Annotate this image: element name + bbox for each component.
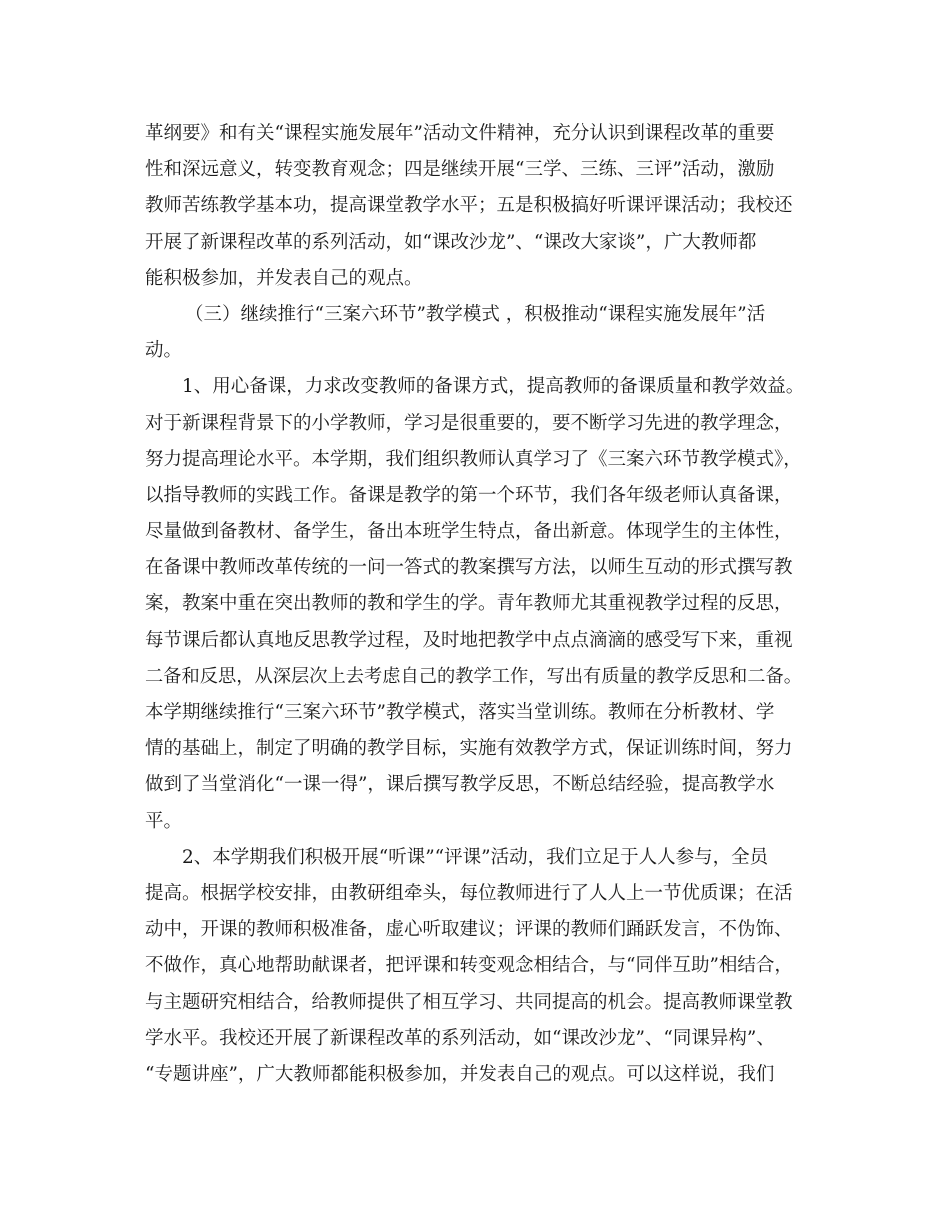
text-line: 提高。根据学校安排，由教研组牵头，每位教师进行了人人上一节优质课；在活 (145, 882, 793, 904)
document-body (145, 116, 810, 1093)
text-line: 情的基础上，制定了明确的教学目标，实施有效教学方式，保证训练时间，努力 (145, 738, 793, 760)
text-line: 对于新课程背景下的小学教师，学习是很重要的，要不断学习先进的教学理念， (145, 412, 793, 434)
text-line: 能积极参加，并发表自己的观点。 (145, 267, 423, 289)
text-line: 二备和反思，从深层次上去考虑自己的教学工作，写出有质量的教学反思和二备。 (145, 665, 802, 687)
section-heading-line: 动。 (145, 340, 183, 362)
text-line: 本学期继续推行“三案六环节”教学模式，落实当堂训练。教师在分析教材、学 (145, 702, 775, 723)
text-line: 做到了当堂消化“一课一得”，课后撰写教学反思，不断总结经验，提高教学水 (145, 774, 775, 796)
text-line: 平。 (145, 810, 183, 832)
text-line: 学水平。我校还开展了新课程改革的系列活动，如“课改沙龙”、“同课异构”、 (145, 1027, 775, 1049)
paragraph-first-line: 1、用心备课，力求改变教师的备课方式，提高教师的备课质量和教学效益。 (182, 376, 805, 398)
section-heading-line: （三）继续推行“三案六环节”教学模式 ，积极推动“课程实施发展年”活 (185, 303, 766, 325)
text-line: 开展了新课程改革的系列活动，如“课改沙龙”、“课改大家谈”，广大教师都 (145, 231, 757, 253)
text-line: 与主题研究相结合，给教师提供了相互学习、共同提高的机会。提高教师课堂教 (145, 991, 793, 1013)
text-line: 案，教案中重在突出教师的教和学生的学。青年教师尤其重视教学过程的反思， (145, 593, 793, 615)
text-line: 性和深远意义，转变教育观念；四是继续开展“三学、三练、三评”活动，激励 (145, 159, 775, 181)
text-line: 在备课中教师改革传统的一问一答式的教案撰写方法，以师生互动的形式撰写教 (145, 557, 793, 579)
text-line: 革纲要》和有关“课程实施发展年”活动文件精神，充分认识到课程改革的重要 (145, 123, 775, 144)
paragraph-first-line: 2、本学期我们积极开展“听课”“评课”活动，我们立足于人人参与，全员 (182, 846, 769, 868)
text-line: “专题讲座”，广大教师都能积极参加，并发表自己的观点。可以这样说，我们 (145, 1063, 775, 1085)
text-line: 教师苦练教学基本功，提高课堂教学水平；五是积极搞好听课评课活动；我校还 (145, 195, 793, 217)
text-line: 努力提高理论水平。本学期，我们组织教师认真学习了《三案六环节教学模式》， (145, 448, 802, 470)
text-line: 尽量做到备教材、备学生，备出本班学生特点，备出新意。体现学生的主体性， (145, 521, 793, 543)
text-line: 动中，开课的教师积极准备，虚心听取建议；评课的教师们踊跃发言，不伪饰、 (145, 919, 793, 941)
text-line: 每节课后都认真地反思教学过程，及时地把教学中点点滴滴的感受写下来，重视 (145, 629, 793, 651)
text-line: 不做作，真心地帮助献课者，把评课和转变观念相结合，与“同伴互助”相结合， (145, 955, 793, 977)
text-line: 以指导教师的实践工作。备课是教学的第一个环节，我们各年级老师认真备课， (145, 484, 793, 506)
